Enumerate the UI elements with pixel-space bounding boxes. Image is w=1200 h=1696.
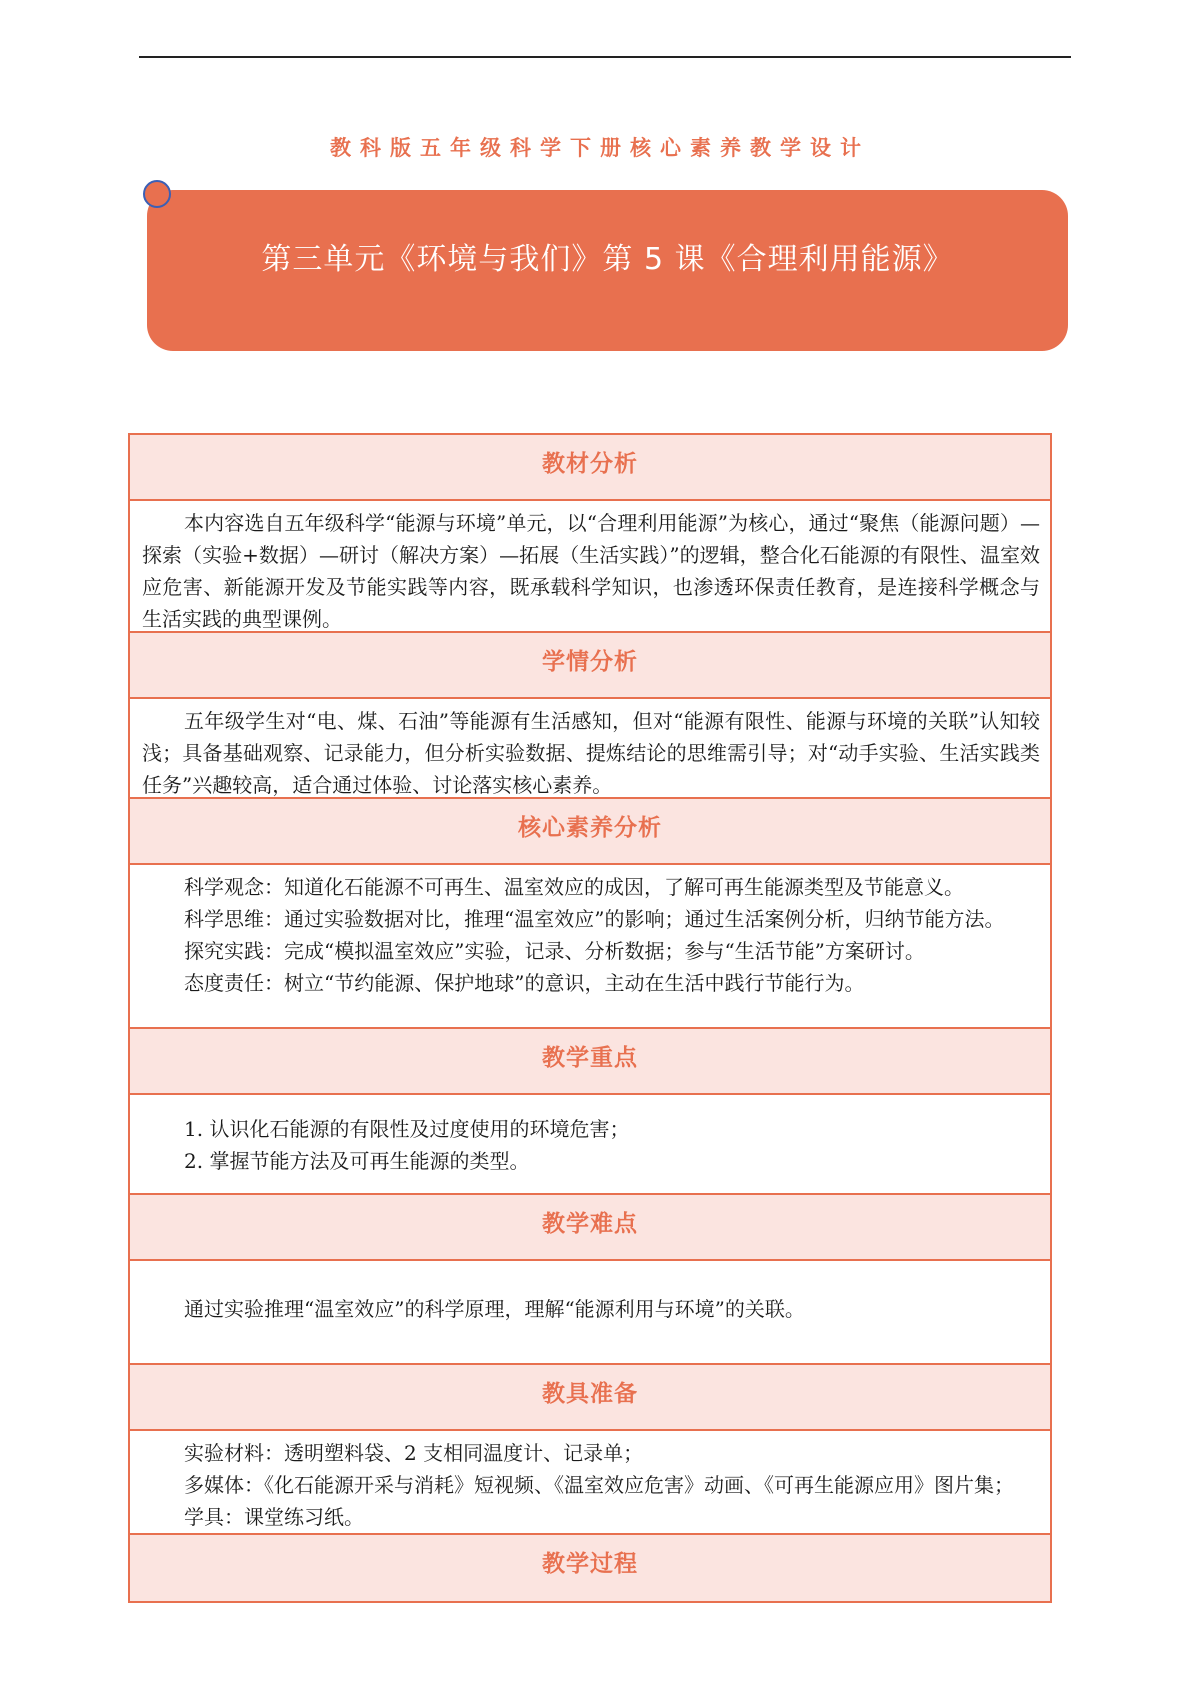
section-heading-student-analysis: 学情分析 <box>130 633 1050 699</box>
section-heading-teaching-process: 教学过程 <box>130 1535 1050 1601</box>
core-literacy-thinking: 科学思维：通过实验数据对比，推理“温室效应”的影响；通过生活案例分析，归纳节能方法。 <box>184 907 1005 931</box>
difficulty-text: 通过实验推理“温室效应”的科学原理，理解“能源利用与环境”的关联。 <box>184 1297 805 1321</box>
materials-student-tools: 学具：课堂练习纸。 <box>184 1505 364 1529</box>
banner-dot-ornament <box>143 180 171 208</box>
lesson-plan-table <box>128 433 1052 1603</box>
student-analysis-text: 五年级学生对“电、煤、石油”等能源有生活感知，但对“能源有限性、能源与环境的关联”认知较浅；具备基础观察、记录能力，但分析实验数据、提炼结论的思维需引导；对“动手实验、生活实践类任务”兴趣较高，适合通过体验、讨论落实核心素养。 <box>142 709 1040 797</box>
key-point-item-2: 2. 掌握节能方法及可再生能源的类型。 <box>184 1149 530 1173</box>
lesson-banner <box>147 190 1068 351</box>
core-literacy-concept: 科学观念：知道化石能源不可再生、温室效应的成因，了解可再生能源类型及节能意义。 <box>184 875 964 899</box>
lesson-title: 第三单元《环境与我们》第 5 课《合理利用能源》 <box>261 241 954 277</box>
section-heading-textbook-analysis: 教材分析 <box>130 435 1050 501</box>
top-rule <box>139 56 1071 58</box>
core-literacy-practice: 探究实践：完成“模拟温室效应”实验，记录、分析数据；参与“生活节能”方案研讨。 <box>184 939 925 963</box>
section-body-textbook-analysis <box>130 501 1050 633</box>
section-heading-materials: 教具准备 <box>130 1365 1050 1431</box>
section-body-key-points <box>130 1095 1050 1195</box>
materials-multimedia: 多媒体：《化石能源开采与消耗》短视频、《温室效应危害》动画、《可再生能源应用》图片集； <box>184 1473 1014 1497</box>
section-heading-core-literacy: 核心素养分析 <box>130 799 1050 865</box>
section-body-core-literacy <box>130 865 1050 1029</box>
core-literacy-attitude: 态度责任：树立“节约能源、保护地球”的意识，主动在生活中践行节能行为。 <box>184 971 865 995</box>
section-body-materials <box>130 1431 1050 1535</box>
section-body-student-analysis <box>130 699 1050 799</box>
materials-experiment: 实验材料：透明塑料袋、2 支相同温度计、记录单； <box>184 1441 644 1465</box>
section-body-difficulties <box>130 1261 1050 1365</box>
section-heading-difficulties: 教学难点 <box>130 1195 1050 1261</box>
textbook-analysis-text: 本内容选自五年级科学“能源与环境”单元，以“合理利用能源”为核心，通过“聚焦（能源问题）—探索（实验+数据）—研讨（解决方案）—拓展（生活实践）”的逻辑，整合化石能源的有限性、温室效应危害、新能源开发及节能实践等内容，既承载科学知识，也渗透环保责任教育，是连接科学概念与生活实践的典型课例。 <box>142 511 1040 631</box>
series-title: 教科版五年级科学下册核心素养教学设计 <box>330 136 870 160</box>
section-heading-key-points: 教学重点 <box>130 1029 1050 1095</box>
key-point-item-1: 1. 认识化石能源的有限性及过度使用的环境危害； <box>184 1117 630 1141</box>
